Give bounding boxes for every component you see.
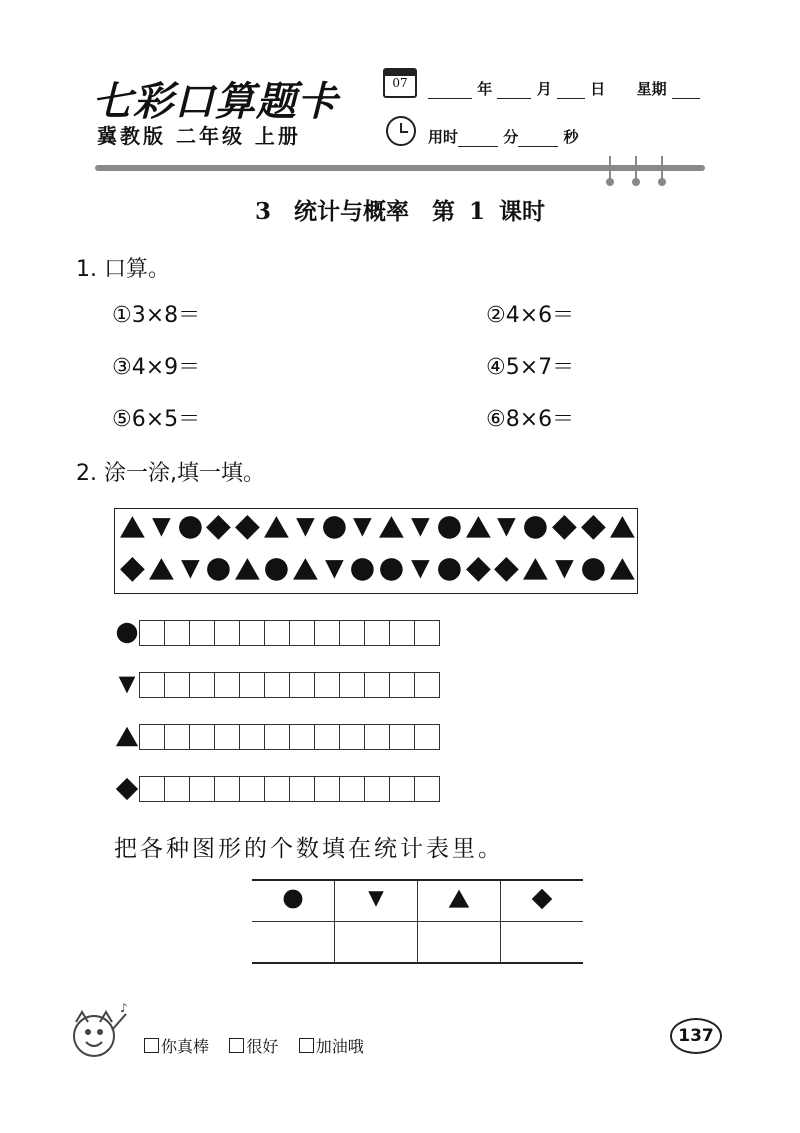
page-number: 137 [670, 1018, 722, 1054]
circle-icon [204, 555, 233, 584]
shape-row-1 [118, 513, 636, 542]
count-cell-circle[interactable] [252, 922, 335, 964]
circle-icon [579, 555, 608, 584]
tally-cell[interactable] [289, 724, 315, 750]
instruction-text: 把各种图形的个数填在统计表里。 [114, 836, 504, 862]
rule-ring [661, 156, 663, 184]
tally-row-triangle [114, 724, 440, 750]
triangle-icon [291, 555, 320, 584]
tally-cell[interactable] [314, 724, 340, 750]
diamond-icon [233, 513, 262, 542]
calendar-icon [383, 68, 417, 98]
circle-icon [435, 513, 464, 542]
triangle-icon [147, 555, 176, 584]
circle-icon [377, 555, 406, 584]
tally-cell[interactable] [264, 724, 290, 750]
problem-6: ⑥8×6＝ [486, 407, 575, 432]
tally-cell[interactable] [339, 724, 365, 750]
tally-cell[interactable] [189, 724, 215, 750]
diamond-icon [579, 513, 608, 542]
option-keep-going-label: 加油哦 [315, 1037, 364, 1056]
tally-cell[interactable] [289, 620, 315, 646]
tally-cell[interactable] [189, 776, 215, 802]
tally-cell[interactable] [314, 620, 340, 646]
tally-cell[interactable] [239, 724, 265, 750]
tally-cell[interactable] [414, 620, 440, 646]
tally-cell[interactable] [414, 776, 440, 802]
circle-icon [348, 555, 377, 584]
tally-cell[interactable] [264, 620, 290, 646]
diamond-icon [204, 513, 233, 542]
tally-cell[interactable] [339, 776, 365, 802]
brand-title: 七彩口算题卡 [92, 78, 338, 125]
time-label: 用时 [428, 128, 459, 146]
tally-cell[interactable] [139, 776, 165, 802]
tally-cell[interactable] [339, 620, 365, 646]
triangle-icon [521, 555, 550, 584]
count-cell-diamond[interactable] [501, 922, 584, 964]
day-blank[interactable] [557, 84, 585, 99]
edition-label: 冀教版 二年级 上册 [97, 124, 301, 148]
down-triangle-icon [291, 513, 320, 542]
triangle-icon [262, 513, 291, 542]
tally-cell[interactable] [214, 776, 240, 802]
tally-cell[interactable] [364, 776, 390, 802]
weekday-blank[interactable] [672, 84, 700, 99]
problem-4: ④5×7＝ [486, 355, 575, 380]
tally-cell[interactable] [264, 776, 290, 802]
problem-1: ①3×8＝ [112, 303, 201, 328]
tally-cell[interactable] [389, 776, 415, 802]
diamond-icon [550, 513, 579, 542]
checkbox-great[interactable] [144, 1038, 159, 1053]
option-great-label: 你真棒 [161, 1037, 210, 1056]
tally-cell[interactable] [164, 724, 190, 750]
tally-cell[interactable] [239, 672, 265, 698]
tally-cell[interactable] [364, 620, 390, 646]
circle-icon [435, 555, 464, 584]
down-triangle-icon [406, 513, 435, 542]
statistics-table [252, 879, 583, 964]
circle-icon [521, 513, 550, 542]
tally-cell[interactable] [289, 776, 315, 802]
year-blank[interactable] [428, 84, 472, 99]
rule-ring [635, 156, 637, 184]
seconds-blank[interactable] [518, 132, 558, 147]
date-line [428, 78, 700, 99]
triangle-icon [114, 724, 140, 750]
tally-cell[interactable] [139, 620, 165, 646]
shape-row-2 [118, 555, 636, 584]
self-assessment [144, 1034, 364, 1057]
triangle-icon [608, 513, 637, 542]
triangle-icon [233, 555, 262, 584]
tally-cell[interactable] [389, 724, 415, 750]
clock-icon [386, 116, 416, 146]
tally-cell[interactable] [314, 672, 340, 698]
table-header-down [335, 880, 418, 922]
diamond-icon [492, 555, 521, 584]
tally-cell[interactable] [389, 620, 415, 646]
tally-cell[interactable] [339, 672, 365, 698]
seconds-label: 秒 [563, 128, 579, 146]
option-good-label: 很好 [246, 1037, 279, 1056]
tally-cell[interactable] [214, 724, 240, 750]
circle-icon [114, 620, 140, 646]
triangle-icon [608, 555, 637, 584]
triangle-icon [447, 887, 471, 911]
minutes-label: 分 [503, 128, 519, 146]
tally-cell[interactable] [414, 672, 440, 698]
down-triangle-icon [348, 513, 377, 542]
count-cell-down-triangle[interactable] [335, 922, 418, 964]
table-header-triangle [418, 880, 501, 922]
down-triangle-icon [320, 555, 349, 584]
tally-cell[interactable] [314, 776, 340, 802]
tally-cell[interactable] [139, 724, 165, 750]
down-triangle-icon [550, 555, 579, 584]
svg-text:♪: ♪ [120, 1001, 128, 1015]
diamond-icon [114, 776, 140, 802]
tally-cell[interactable] [239, 776, 265, 802]
problem-5: ⑤6×5＝ [112, 407, 201, 432]
diamond-icon [464, 555, 493, 584]
down-triangle-icon [147, 513, 176, 542]
tally-cell[interactable] [189, 672, 215, 698]
rule-ring [609, 156, 611, 184]
problem-3: ③4×9＝ [112, 355, 201, 380]
tally-cell[interactable] [214, 620, 240, 646]
tally-row-down [114, 672, 440, 698]
lesson-title: 3 统计与概率 第 1 课时 [254, 198, 546, 225]
circle-icon [281, 887, 305, 911]
diamond-icon [530, 887, 554, 911]
tally-cell[interactable] [139, 672, 165, 698]
day-label: 日 [590, 80, 606, 98]
tally-cell[interactable] [239, 620, 265, 646]
triangle-icon [118, 513, 147, 542]
tally-cell[interactable] [389, 672, 415, 698]
tally-cell[interactable] [164, 776, 190, 802]
table-header-diamond [501, 880, 584, 922]
count-cell-triangle[interactable] [418, 922, 501, 964]
section1-title: 1. 口算。 [76, 257, 170, 282]
diamond-icon [118, 555, 147, 584]
shape-sequence-box [114, 508, 638, 594]
triangle-icon [377, 513, 406, 542]
circle-icon [176, 513, 205, 542]
minutes-blank[interactable] [458, 132, 498, 147]
tally-cell[interactable] [364, 724, 390, 750]
month-label: 月 [536, 80, 552, 98]
tally-cell[interactable] [214, 672, 240, 698]
time-line [428, 126, 579, 147]
month-blank[interactable] [497, 84, 531, 99]
table-header-circle [252, 880, 335, 922]
tally-cell[interactable] [414, 724, 440, 750]
calendar-number: 07 [392, 76, 408, 90]
tally-row-diamond [114, 776, 440, 802]
header-rule [95, 165, 705, 171]
tally-cell[interactable] [189, 620, 215, 646]
year-label: 年 [477, 80, 493, 98]
circle-icon [320, 513, 349, 542]
tally-cell[interactable] [264, 672, 290, 698]
down-triangle-icon [114, 672, 140, 698]
checkbox-good[interactable] [229, 1038, 244, 1053]
down-triangle-icon [406, 555, 435, 584]
down-triangle-icon [492, 513, 521, 542]
down-triangle-icon [364, 887, 388, 911]
tally-cell[interactable] [289, 672, 315, 698]
tally-cell[interactable] [164, 672, 190, 698]
problem-2: ②4×6＝ [486, 303, 575, 328]
triangle-icon [464, 513, 493, 542]
tally-row-circle [114, 620, 440, 646]
section2-title: 2. 涂一涂,填一填。 [76, 461, 265, 486]
checkbox-keep-going[interactable] [299, 1038, 314, 1053]
tally-cell[interactable] [164, 620, 190, 646]
mascot-illustration [66, 1000, 136, 1074]
weekday-label: 星期 [636, 80, 667, 98]
down-triangle-icon [176, 555, 205, 584]
tally-cell[interactable] [364, 672, 390, 698]
circle-icon [262, 555, 291, 584]
